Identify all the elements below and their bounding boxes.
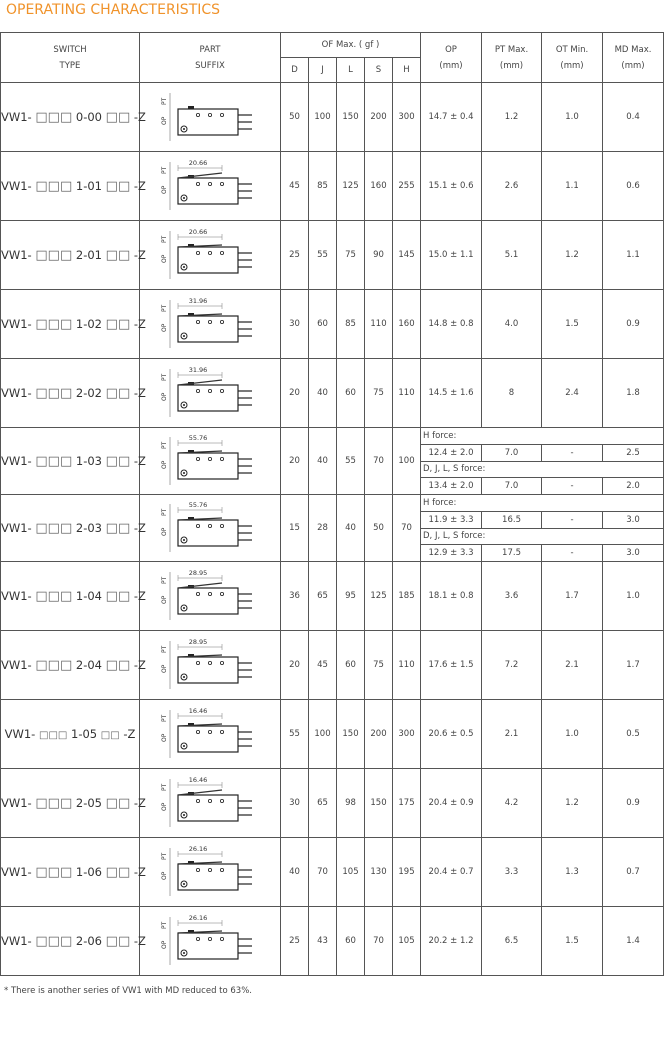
of-h-value: 105 — [393, 907, 421, 976]
of-l-value: 98 — [337, 769, 365, 838]
ot-value: 1.2 — [542, 221, 603, 290]
op-label: OP — [161, 802, 168, 811]
pt-value: 3.3 — [482, 838, 542, 907]
of-j-value: 100 — [309, 83, 337, 152]
part-suffix-drawing — [140, 631, 281, 700]
of-j-value: 28 — [309, 495, 337, 562]
of-d-value: 36 — [281, 562, 309, 631]
switch-drawing — [160, 85, 260, 149]
lever-length: 55.76 — [188, 501, 208, 509]
header-of-s: S — [365, 58, 393, 83]
ot-value: 1.3 — [542, 838, 603, 907]
djls-force-label: D, J, L, S force: — [421, 528, 664, 545]
header-pt: PT Max. (mm) — [482, 33, 542, 83]
table-row — [1, 562, 664, 631]
lever-length: 26.16 — [188, 914, 208, 922]
djls-force-label: D, J, L, S force: — [421, 461, 664, 478]
of-s-value: 75 — [365, 631, 393, 700]
md-value: 3.0 — [603, 511, 664, 528]
of-l-value: 40 — [337, 495, 365, 562]
switch-drawing — [160, 154, 260, 218]
of-h-value: 255 — [393, 152, 421, 221]
op-value: 20.2 ± 1.2 — [421, 907, 482, 976]
of-l-value: 60 — [337, 359, 365, 428]
table-row — [1, 290, 664, 359]
md-value: 1.7 — [603, 631, 664, 700]
switch-type: VW1- □□□ 1-03 □□ -Z — [1, 428, 140, 495]
op-value: 20.6 ± 0.5 — [421, 700, 482, 769]
md-value: 2.5 — [603, 444, 664, 461]
of-h-value: 175 — [393, 769, 421, 838]
op-value: 18.1 ± 0.8 — [421, 562, 482, 631]
header-op: OP (mm) — [421, 33, 482, 83]
ot-value: 1.7 — [542, 562, 603, 631]
pt-label: PT — [161, 235, 168, 243]
lever-length: 20.66 — [188, 228, 208, 236]
of-j-value: 70 — [309, 838, 337, 907]
ot-value: 1.2 — [542, 769, 603, 838]
op-label: OP — [161, 664, 168, 673]
md-value: 1.1 — [603, 221, 664, 290]
of-h-value: 110 — [393, 631, 421, 700]
lever-length: 26.16 — [188, 845, 208, 853]
characteristics-table — [0, 32, 664, 976]
part-suffix-drawing — [140, 428, 281, 495]
of-s-value: 200 — [365, 700, 393, 769]
ot-value: 1.5 — [542, 290, 603, 359]
switch-drawing — [160, 292, 260, 356]
of-j-value: 40 — [309, 428, 337, 495]
md-value: 0.9 — [603, 769, 664, 838]
pt-label: PT — [161, 97, 168, 105]
of-s-value: 50 — [365, 495, 393, 562]
pt-label: PT — [161, 373, 168, 381]
table-row — [1, 495, 664, 512]
pt-value: 17.5 — [482, 545, 542, 562]
header-md: MD Max. (mm) — [603, 33, 664, 83]
switch-drawing — [160, 909, 260, 973]
md-value: 1.8 — [603, 359, 664, 428]
lever-length: 16.46 — [188, 707, 208, 715]
header-of-j: J — [309, 58, 337, 83]
lever-length: 55.76 — [188, 434, 208, 442]
of-h-value: 70 — [393, 495, 421, 562]
switch-type: VW1- □□□ 1-01 □□ -Z — [1, 152, 140, 221]
part-suffix-drawing — [140, 83, 281, 152]
of-l-value: 150 — [337, 700, 365, 769]
md-value: 0.6 — [603, 152, 664, 221]
pt-label: PT — [161, 508, 168, 516]
part-suffix-drawing — [140, 838, 281, 907]
switch-type: VW1- □□□ 1-02 □□ -Z — [1, 290, 140, 359]
part-suffix-drawing — [140, 907, 281, 976]
op-value: 12.4 ± 2.0 — [421, 444, 482, 461]
switch-type: VW1- □□□ 2-02 □□ -Z — [1, 359, 140, 428]
switch-drawing — [160, 633, 260, 697]
table-row — [1, 769, 664, 838]
h-force-label: H force: — [421, 428, 664, 445]
pt-value: 7.0 — [482, 444, 542, 461]
switch-type: VW1- □□□ 2-05 □□ -Z — [1, 769, 140, 838]
op-label: OP — [161, 116, 168, 125]
lever-length: 28.95 — [188, 638, 208, 646]
op-value: 13.4 ± 2.0 — [421, 478, 482, 495]
of-d-value: 30 — [281, 769, 309, 838]
switch-drawing — [160, 496, 260, 560]
pt-value: 3.6 — [482, 562, 542, 631]
pt-label: PT — [161, 714, 168, 722]
of-h-value: 145 — [393, 221, 421, 290]
md-value: 3.0 — [603, 545, 664, 562]
md-value: 0.5 — [603, 700, 664, 769]
op-value: 11.9 ± 3.3 — [421, 511, 482, 528]
op-value: 14.8 ± 0.8 — [421, 290, 482, 359]
of-h-value: 195 — [393, 838, 421, 907]
of-h-value: 300 — [393, 700, 421, 769]
table-row — [1, 700, 664, 769]
of-s-value: 75 — [365, 359, 393, 428]
pt-value: 6.5 — [482, 907, 542, 976]
of-d-value: 20 — [281, 428, 309, 495]
op-value: 20.4 ± 0.7 — [421, 838, 482, 907]
of-d-value: 15 — [281, 495, 309, 562]
of-s-value: 200 — [365, 83, 393, 152]
pt-label: PT — [161, 166, 168, 174]
of-d-value: 55 — [281, 700, 309, 769]
of-d-value: 25 — [281, 907, 309, 976]
of-s-value: 160 — [365, 152, 393, 221]
of-l-value: 60 — [337, 631, 365, 700]
ot-value: - — [542, 511, 603, 528]
op-value: 17.6 ± 1.5 — [421, 631, 482, 700]
table-row — [1, 221, 664, 290]
part-suffix-drawing — [140, 152, 281, 221]
switch-drawing — [160, 702, 260, 766]
switch-drawing — [160, 564, 260, 628]
md-value: 0.7 — [603, 838, 664, 907]
of-l-value: 125 — [337, 152, 365, 221]
md-value: 0.9 — [603, 290, 664, 359]
op-label: OP — [161, 392, 168, 401]
ot-value: 2.1 — [542, 631, 603, 700]
part-suffix-drawing — [140, 221, 281, 290]
of-s-value: 130 — [365, 838, 393, 907]
of-h-value: 110 — [393, 359, 421, 428]
switch-drawing — [160, 361, 260, 425]
of-s-value: 90 — [365, 221, 393, 290]
pt-value: 1.2 — [482, 83, 542, 152]
pt-value: 7.2 — [482, 631, 542, 700]
of-l-value: 55 — [337, 428, 365, 495]
switch-drawing — [160, 840, 260, 904]
pt-label: PT — [161, 921, 168, 929]
op-label: OP — [161, 595, 168, 604]
lever-length: 31.96 — [188, 297, 208, 305]
of-s-value: 125 — [365, 562, 393, 631]
header-part-suffix: PART SUFFIX — [140, 33, 281, 83]
part-suffix-drawing — [140, 495, 281, 562]
of-l-value: 60 — [337, 907, 365, 976]
pt-value: 2.6 — [482, 152, 542, 221]
switch-type: VW1- □□□ 2-01 □□ -Z — [1, 221, 140, 290]
table-row — [1, 838, 664, 907]
pt-label: PT — [161, 304, 168, 312]
pt-label: PT — [161, 645, 168, 653]
of-l-value: 105 — [337, 838, 365, 907]
md-value: 1.4 — [603, 907, 664, 976]
page-title: OPERATING CHARACTERISTICS — [6, 2, 221, 18]
lever-length: 16.46 — [188, 776, 208, 784]
op-label: OP — [161, 323, 168, 332]
op-label: OP — [161, 733, 168, 742]
pt-value: 5.1 — [482, 221, 542, 290]
of-h-value: 185 — [393, 562, 421, 631]
of-s-value: 110 — [365, 290, 393, 359]
op-label: OP — [161, 185, 168, 194]
footnote: * There is another series of VW1 with MD reduced to 63%. — [4, 986, 252, 996]
of-j-value: 100 — [309, 700, 337, 769]
pt-label: PT — [161, 852, 168, 860]
pt-value: 8 — [482, 359, 542, 428]
header-of-h: H — [393, 58, 421, 83]
table-row — [1, 907, 664, 976]
h-force-label: H force: — [421, 495, 664, 512]
md-value: 2.0 — [603, 478, 664, 495]
op-label: OP — [161, 940, 168, 949]
header-of-max: OF Max. ( gf ) — [281, 33, 421, 58]
op-value: 15.1 ± 0.6 — [421, 152, 482, 221]
ot-value: - — [542, 444, 603, 461]
of-j-value: 43 — [309, 907, 337, 976]
pt-value: 16.5 — [482, 511, 542, 528]
of-d-value: 50 — [281, 83, 309, 152]
of-d-value: 20 — [281, 359, 309, 428]
ot-value: 1.1 — [542, 152, 603, 221]
of-s-value: 70 — [365, 428, 393, 495]
table-row — [1, 631, 664, 700]
of-l-value: 150 — [337, 83, 365, 152]
switch-drawing — [160, 429, 260, 493]
part-suffix-drawing — [140, 290, 281, 359]
switch-drawing — [160, 223, 260, 287]
table-row — [1, 152, 664, 221]
lever-length: 20.66 — [188, 159, 208, 167]
of-j-value: 65 — [309, 562, 337, 631]
op-label: OP — [161, 460, 168, 469]
header-of-d: D — [281, 58, 309, 83]
of-j-value: 60 — [309, 290, 337, 359]
of-j-value: 55 — [309, 221, 337, 290]
op-label: OP — [161, 871, 168, 880]
of-d-value: 25 — [281, 221, 309, 290]
of-l-value: 85 — [337, 290, 365, 359]
switch-type: VW1- □□□ 1-06 □□ -Z — [1, 838, 140, 907]
of-d-value: 20 — [281, 631, 309, 700]
op-value: 14.7 ± 0.4 — [421, 83, 482, 152]
pt-value: 2.1 — [482, 700, 542, 769]
of-j-value: 85 — [309, 152, 337, 221]
ot-value: - — [542, 545, 603, 562]
md-value: 0.4 — [603, 83, 664, 152]
table-row — [1, 83, 664, 152]
op-label: OP — [161, 254, 168, 263]
pt-label: PT — [161, 783, 168, 791]
pt-label: PT — [161, 576, 168, 584]
of-h-value: 160 — [393, 290, 421, 359]
part-suffix-drawing — [140, 769, 281, 838]
op-value: 20.4 ± 0.9 — [421, 769, 482, 838]
pt-value: 7.0 — [482, 478, 542, 495]
of-s-value: 150 — [365, 769, 393, 838]
switch-type: VW1- □□□ 0-00 □□ -Z — [1, 83, 140, 152]
of-l-value: 95 — [337, 562, 365, 631]
pt-label: PT — [161, 441, 168, 449]
switch-drawing — [160, 771, 260, 835]
ot-value: 1.5 — [542, 907, 603, 976]
header-of-l: L — [337, 58, 365, 83]
ot-value: 1.0 — [542, 700, 603, 769]
op-value: 15.0 ± 1.1 — [421, 221, 482, 290]
of-d-value: 45 — [281, 152, 309, 221]
of-j-value: 45 — [309, 631, 337, 700]
lever-length: 31.96 — [188, 366, 208, 374]
part-suffix-drawing — [140, 700, 281, 769]
ot-value: 2.4 — [542, 359, 603, 428]
header-ot: OT Min. (mm) — [542, 33, 603, 83]
lever-length: 28.95 — [188, 569, 208, 577]
part-suffix-drawing — [140, 359, 281, 428]
of-j-value: 65 — [309, 769, 337, 838]
of-l-value: 75 — [337, 221, 365, 290]
of-j-value: 40 — [309, 359, 337, 428]
of-h-value: 300 — [393, 83, 421, 152]
of-h-value: 100 — [393, 428, 421, 495]
pt-value: 4.2 — [482, 769, 542, 838]
switch-type: VW1- □□□ 2-03 □□ -Z — [1, 495, 140, 562]
op-value: 14.5 ± 1.6 — [421, 359, 482, 428]
switch-type: VW1- □□□ 1-05 □□ -Z — [1, 700, 140, 769]
part-suffix-drawing — [140, 562, 281, 631]
switch-type: VW1- □□□ 2-06 □□ -Z — [1, 907, 140, 976]
of-d-value: 30 — [281, 290, 309, 359]
pt-value: 4.0 — [482, 290, 542, 359]
md-value: 1.0 — [603, 562, 664, 631]
ot-value: 1.0 — [542, 83, 603, 152]
op-value: 12.9 ± 3.3 — [421, 545, 482, 562]
ot-value: - — [542, 478, 603, 495]
table-row — [1, 428, 664, 445]
switch-type: VW1- □□□ 2-04 □□ -Z — [1, 631, 140, 700]
of-s-value: 70 — [365, 907, 393, 976]
of-d-value: 40 — [281, 838, 309, 907]
table-row — [1, 359, 664, 428]
switch-type: VW1- □□□ 1-04 □□ -Z — [1, 562, 140, 631]
op-label: OP — [161, 527, 168, 536]
header-switch-type: SWITCH TYPE — [1, 33, 140, 83]
